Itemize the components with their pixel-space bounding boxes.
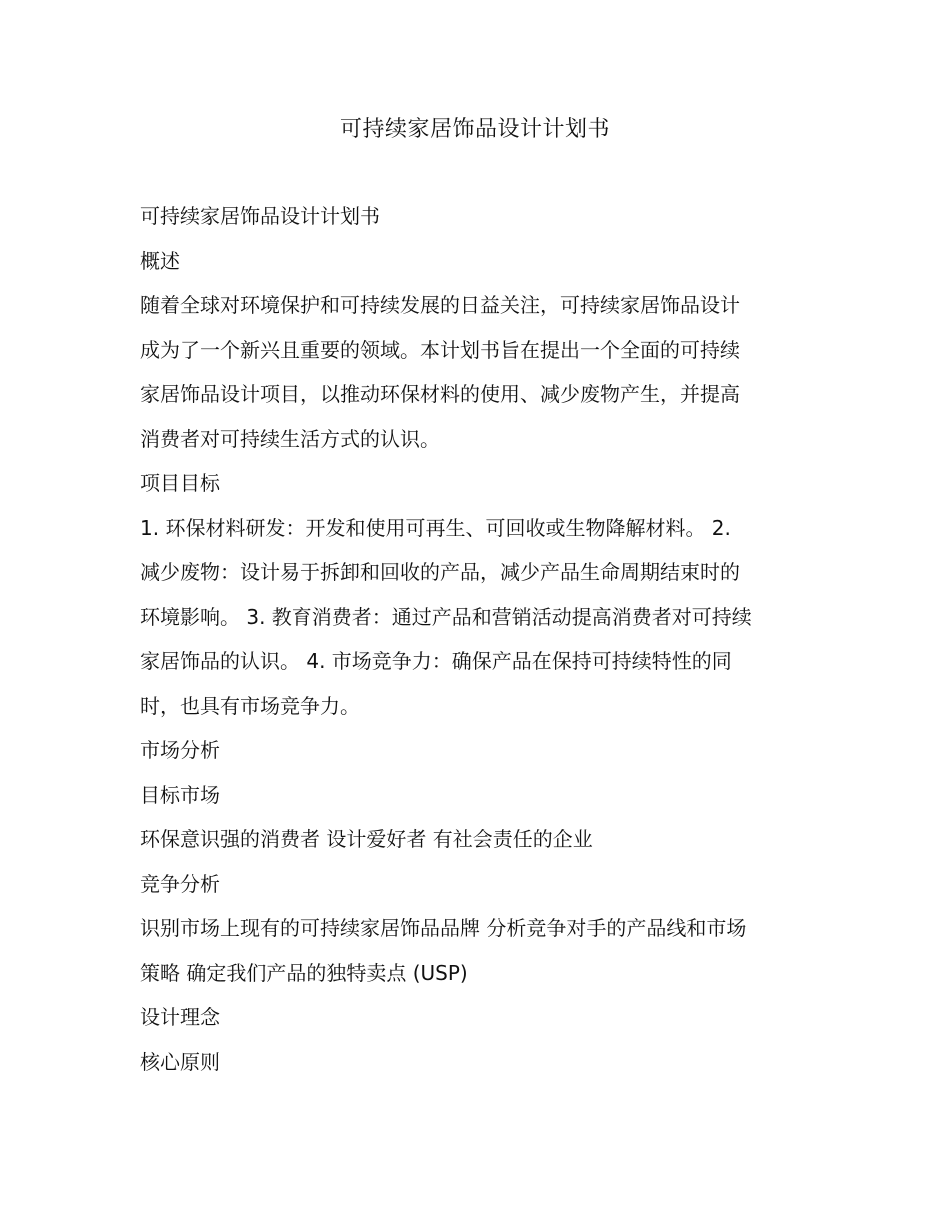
overview-line-3: 家居饰品设计项目，以推动环保材料的使用、减少废物产生，并提高 (140, 382, 740, 406)
heading-market-analysis: 市场分析 (140, 738, 220, 762)
overview-line-2: 成为了一个新兴且重要的领域。本计划书旨在提出一个全面的可持续 (140, 337, 740, 362)
goals-line-1: 1. 环保材料研发：开发和使用可再生、可回收或生物降解材料。 2. (140, 515, 731, 540)
goals-line-4: 家居饰品的认识。 4. 市场竞争力：确保产品在保持可持续特性的同 (140, 649, 732, 673)
overview-line-1: 随着全球对环境保护和可持续发展的日益关注，可持续家居饰品设计 (140, 293, 740, 317)
heading-competition-analysis: 竞争分析 (140, 871, 220, 896)
overview-line-4: 消费者对可持续生活方式的认识。 (140, 426, 440, 451)
document-title: 可持续家居饰品设计计划书 (339, 117, 610, 142)
target-market-line: 环保意识强的消费者 设计爱好者 有社会责任的企业 (140, 827, 593, 851)
heading-plan-title: 可持续家居饰品设计计划书 (140, 204, 380, 228)
heading-overview: 概述 (140, 248, 180, 273)
heading-target-market: 目标市场 (140, 782, 220, 807)
goals-line-2: 减少废物：设计易于拆卸和回收的产品，减少产品生命周期结束时的 (140, 560, 740, 584)
heading-core-principles: 核心原则 (140, 1049, 220, 1074)
competition-line-2: 策略 确定我们产品的独特卖点 (USP) (140, 960, 468, 985)
document-body (140, 194, 815, 1084)
heading-design-concept: 设计理念 (140, 1005, 220, 1029)
goals-line-5: 时，也具有市场竞争力。 (140, 693, 360, 718)
heading-project-goals: 项目目标 (140, 471, 220, 495)
goals-line-3: 环境影响。 3. 教育消费者：通过产品和营销活动提高消费者对可持续 (140, 604, 752, 629)
competition-line-1: 识别市场上现有的可持续家居饰品品牌 分析竞争对手的产品线和市场 (140, 916, 747, 940)
